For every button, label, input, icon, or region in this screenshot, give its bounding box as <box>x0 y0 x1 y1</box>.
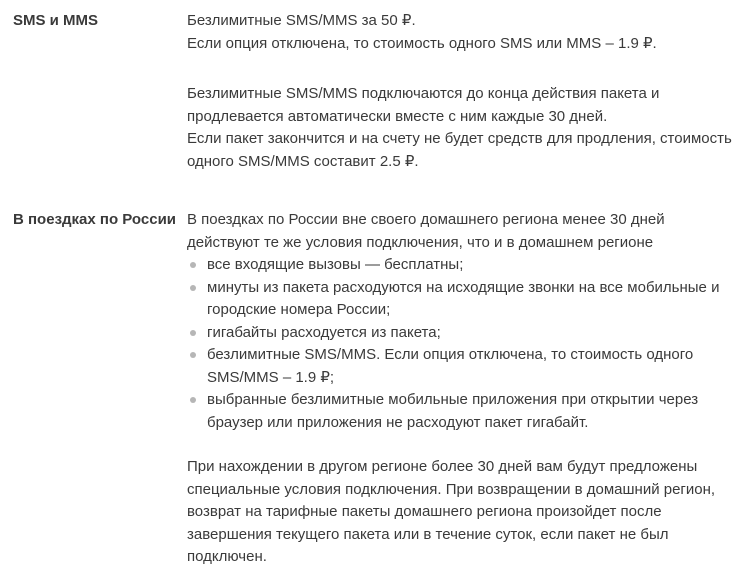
bullet-icon <box>190 285 196 291</box>
sms-price-paragraph <box>187 10 735 55</box>
list-item <box>187 344 735 389</box>
list-item-text: выбранные безлимитные мобильные приложения при открытии через браузер или приложения не расходуют пакет гигабайт. <box>207 391 699 431</box>
list-item <box>187 254 735 277</box>
section-label-travel-russia: В поездках по России <box>13 211 177 228</box>
section-travel-russia <box>13 209 735 569</box>
section-label-sms-mms: SMS и MMS <box>13 12 99 29</box>
text-line: Если опция отключена, то стоимость одного SMS или MMS – 1.9 ₽. <box>187 34 657 52</box>
travel-intro-paragraph <box>187 209 735 254</box>
travel-conditions-list <box>187 254 735 434</box>
text-line: Если пакет закончится и на счету не будет средств для продления, стоимость одного SMS/MMS составит 2.5 ₽. <box>187 130 732 170</box>
list-item <box>187 389 735 434</box>
travel-outro-paragraph <box>187 456 735 569</box>
sms-renewal-paragraph <box>187 83 735 173</box>
bullet-icon <box>190 397 196 403</box>
section-sms-mms <box>13 10 735 173</box>
list-item <box>187 322 735 345</box>
bullet-icon <box>190 262 196 268</box>
list-item-text: минуты из пакета расходуются на исходящие звонки на все мобильные и городские номера России; <box>207 278 720 318</box>
section-content-travel-russia <box>187 209 735 569</box>
list-item-text: безлимитные SMS/MMS. Если опция отключена, то стоимость одного SMS/MMS – 1.9 ₽; <box>207 346 694 386</box>
list-item <box>187 277 735 322</box>
bullet-icon <box>190 330 196 336</box>
bullet-icon <box>190 352 196 358</box>
text-line: В поездках по России вне своего домашнего региона менее 30 дней действуют те же условия подключения, что и в домашнем регионе <box>187 211 665 251</box>
text-line: Безлимитные SMS/MMS подключаются до конца действия пакета и продлевается автоматически вместе с ним каждые 30 дней. <box>187 85 660 125</box>
list-item-text: гигабайты расходуется из пакета; <box>207 323 441 341</box>
section-content-sms-mms <box>187 10 735 173</box>
text-line: Безлимитные SMS/MMS за 50 ₽. <box>187 12 416 29</box>
text-line: При нахождении в другом регионе более 30 дней вам будут предложены специальные условия подключения. При возвращении в домашний регион, возврат на тарифные пакеты домашнего региона произойдет после завершения текущего пакета или в течение суток, если пакет не был подключен. <box>187 458 716 565</box>
list-item-text: все входящие вызовы — бесплатны; <box>207 256 464 273</box>
